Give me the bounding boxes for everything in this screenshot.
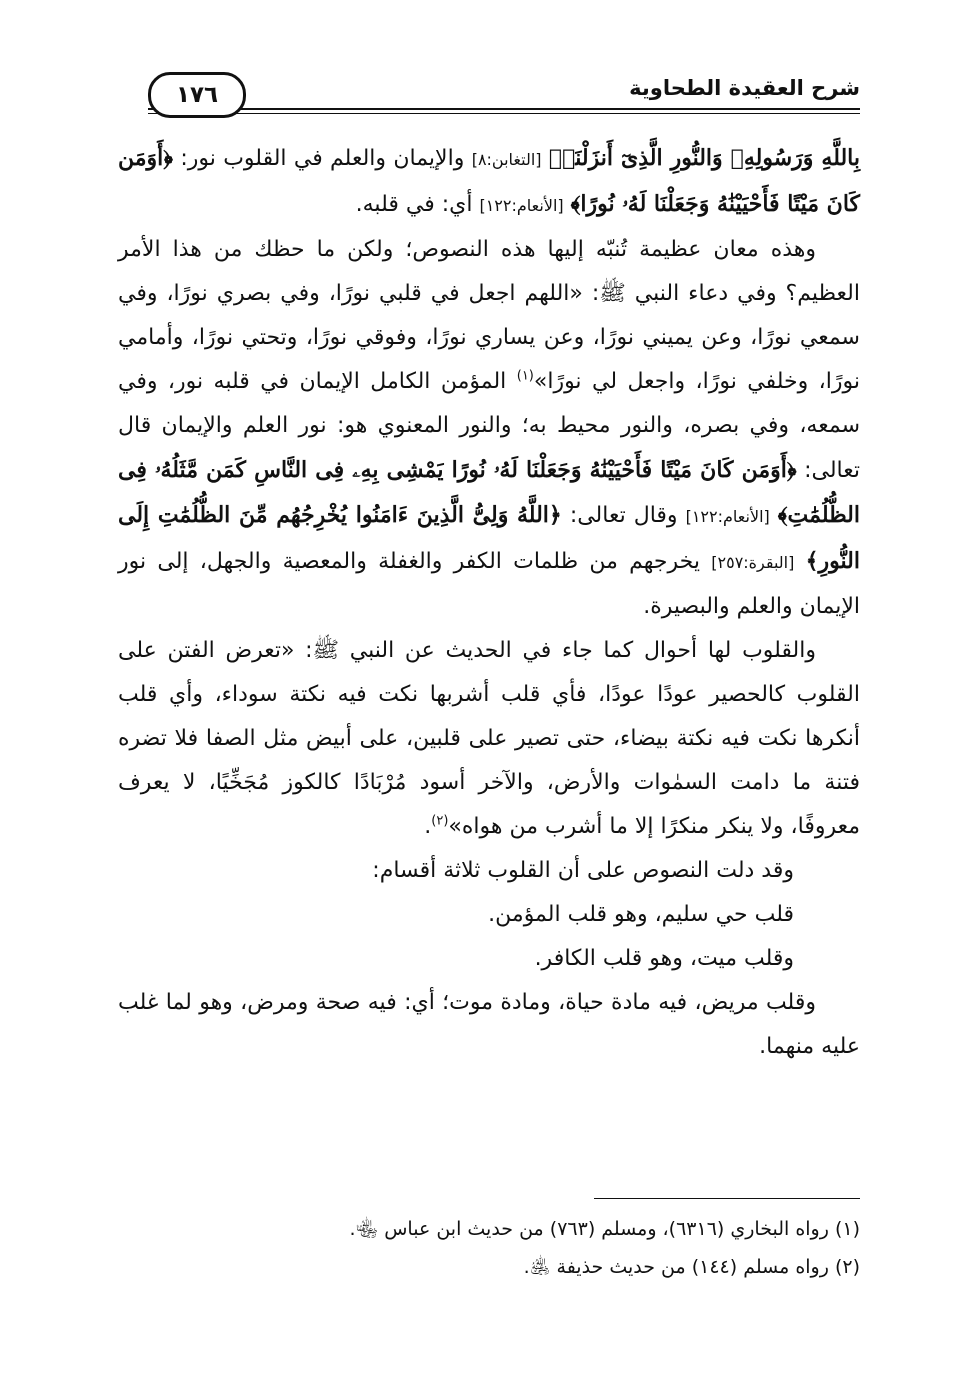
- text-run: والإيمان والعلم في القلوب نور:: [180, 146, 465, 171]
- footnote-marker: (١): [516, 368, 534, 384]
- text-run: أي: في قلبه.: [355, 192, 473, 217]
- text-run: والقلوب لها أحوال كما جاء في الحديث عن النبي ﷺ: «تعرض الفتن على القلوب كالحصير عودًا عودًا، فأي قلب أشربها نكت فيه نكتة سوداء، وأي قلب أنكرها نكت فيه نكتة بيضاء، حتى تصير على قلبين، على أبيض مثل الصفا فلا تضره فتنة ما دامت السمٰوات والأرض، والآخر أسود مُرْبَادًا كالكوز مُجَخِّيًا، لا يعرف معروفًا، ولا ينكر منكرًا إلا ما أشرب من هواه»: [118, 638, 860, 839]
- quran-quote: بِاللَّهِ وَرَسُولِهِۦ وَالنُّورِ الَّذِىٓ أَنزَلْنَاۚ: [548, 145, 861, 171]
- footnote-marker: (٢): [431, 813, 449, 829]
- list-item: وقلب ميت، وهو قلب الكافر.: [534, 946, 794, 971]
- page-header: [118, 70, 860, 118]
- verse-reference: [الأنعام:١٢٢]: [685, 507, 770, 526]
- quran-quote: ﴿أَوَمَن كَانَ مَيْتًا فَأَحْيَيْنَٰهُ وَجَعَلْنَا لَهُۥ نُورًا يَمْشِى بِهِۦ فِى النَّاسِ كَمَن مَّثَلُهُۥ فِى الظُّلُمَٰتِ﴾: [118, 457, 860, 528]
- running-title: شرح العقيدة الطحاوية: [629, 76, 860, 100]
- paragraph-1: [118, 136, 860, 228]
- list-item: وقلب مريض، فيه مادة حياة، ومادة موت؛ أي: فيه صحة ومرض، وهو لما غلب عليه منهما.: [118, 990, 860, 1059]
- verse-reference: [الأنعام:١٢٢]: [479, 196, 564, 215]
- footnote-1: (١) رواه البخاري (٦٣١٦)، ومسلم (٧٦٣) من حديث ابن عباس ﵄.: [349, 1218, 860, 1240]
- verse-reference: [التغابن:٨]: [471, 150, 542, 169]
- text-run: وقال تعالى:: [569, 503, 678, 528]
- footnotes: [118, 1210, 860, 1286]
- text-run: وهذه معان عظيمة تُنبّه إليها هذه النصوص؛ ولكن ما حظك من هذا الأمر العظيم؟ وفي دعاء النبي ﷺ: «اللهم اجعل في قلبي نورًا، وفي بصري نورًا، وفي سمعي نورًا، وعن يميني نورًا، وعن يساري نورًا، وفوقي نورًا، وتحتي نورًا، وأمامي نورًا، وخلفي نورًا، واجعل لي نورًا»: [118, 237, 860, 394]
- paragraph-4: وقد دلت النصوص على أن القلوب ثلاثة أقسام:: [372, 858, 794, 883]
- page-number-gap: [118, 104, 148, 114]
- footnote-separator: [594, 1198, 860, 1199]
- quran-quote: ﴿أَوَمَن كَانَ مَيْتًا فَأَحْيَيْنَٰهُ وَجَعَلْنَا لَهُۥ نُورًا﴾: [118, 145, 860, 217]
- paragraph-3: [118, 629, 860, 849]
- quran-quote: ﴿اللَّهُ وَلِىُّ الَّذِينَ ءَامَنُوا يُخْرِجُهُم مِّنَ الظُّلُمَٰتِ إِلَى النُّورِ﴾: [118, 502, 860, 574]
- list-item: قلب حي سليم، وهو قلب المؤمن.: [488, 902, 794, 927]
- verse-reference: [البقرة:٢٥٧]: [711, 553, 795, 572]
- footnote-2: (٢) رواه مسلم (١٤٤) من حديث حذيفة ﵁.: [523, 1256, 860, 1278]
- page-number-badge: ١٧٦: [148, 72, 246, 118]
- paragraph-2: [118, 228, 860, 629]
- text-run: .: [424, 814, 432, 839]
- main-text: [118, 136, 860, 1069]
- text-run: المؤمن الكامل الإيمان في قلبه نور، وفي سمعه، وفي بصره، والنور محيط به؛ والنور المعنوي هو: نور العلم والإيمان قال تعالى:: [118, 369, 861, 483]
- text-run: يخرجهم من ظلمات الكفر والغفلة والمعصية والجهل، إلى نور الإيمان والعلم والبصيرة.: [118, 549, 860, 619]
